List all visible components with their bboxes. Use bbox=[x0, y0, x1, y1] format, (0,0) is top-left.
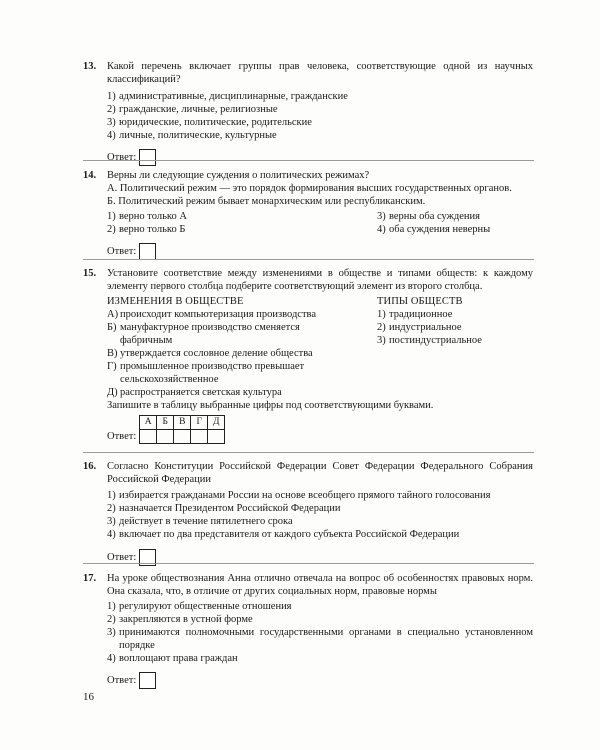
answer-row bbox=[107, 672, 533, 689]
question-number: 16. bbox=[83, 461, 97, 472]
answer-cell[interactable] bbox=[208, 430, 225, 444]
question-13 bbox=[83, 60, 533, 166]
question-text: На уроке обществознания Анна отлично отвечала на вопрос об особенностях правовых норм. Она сказала, что, в отличие от других социальных норм, правовые нормы bbox=[107, 573, 533, 597]
answer-row bbox=[107, 149, 533, 166]
answer-cell[interactable] bbox=[191, 430, 208, 444]
answer-label: Ответ: bbox=[107, 431, 137, 442]
question-15 bbox=[83, 267, 533, 444]
right-item: 3) постиндустриальное bbox=[377, 335, 482, 346]
answer-box[interactable] bbox=[139, 243, 156, 260]
instruction-text: Запишите в таблицу выбранные цифры под соответствующими буквами. bbox=[107, 400, 434, 411]
options-list bbox=[107, 489, 533, 541]
page-number: 16 bbox=[83, 691, 94, 703]
answer-label: Ответ: bbox=[107, 675, 137, 686]
answer-table-letters bbox=[140, 416, 225, 430]
option-item[interactable]: 1) административные, дисциплинарные, гражданские bbox=[107, 91, 348, 102]
option-item[interactable]: 2) назначается Президентом Российской Федерации bbox=[107, 503, 341, 514]
divider bbox=[83, 160, 534, 161]
divider bbox=[83, 452, 534, 453]
table-letter: А bbox=[140, 416, 157, 430]
question-text: Согласно Конституции Российской Федерации Совет Федерации Федерального Собрания Российской Федерации bbox=[107, 461, 533, 485]
option-item[interactable]: 4) оба суждения неверны bbox=[377, 224, 491, 235]
left-column-header: ИЗМЕНЕНИЯ В ОБЩЕСТВЕ bbox=[107, 296, 244, 307]
statement-a: А. Политический режим — это порядок формирования высших государственных органов. bbox=[107, 183, 512, 194]
answer-table bbox=[139, 415, 225, 444]
answer-cell[interactable] bbox=[140, 430, 157, 444]
option-item[interactable]: 4) включает по два представителя от каждого субъекта Российской Федерации bbox=[107, 529, 460, 540]
question-number: 15. bbox=[83, 268, 97, 279]
question-text: Верны ли следующие суждения о политических режимах? bbox=[107, 170, 370, 181]
left-item: Г) промышленное производство превышает сельскохозяйственное bbox=[107, 361, 305, 385]
options-list bbox=[107, 90, 533, 142]
option-item[interactable]: 3) принимаются полномочными государственными органами в специально установленном порядке bbox=[107, 627, 533, 651]
options-list bbox=[107, 600, 533, 665]
option-item[interactable]: 1) регулируют общественные отношения bbox=[107, 601, 292, 612]
divider bbox=[83, 563, 534, 564]
answer-cell[interactable] bbox=[174, 430, 191, 444]
question-number: 14. bbox=[83, 170, 97, 181]
option-item[interactable]: 2) закрепляются в устной форме bbox=[107, 614, 253, 625]
table-letter: Б bbox=[157, 416, 174, 430]
answer-cell[interactable] bbox=[157, 430, 174, 444]
right-item: 1) традиционное bbox=[377, 309, 453, 320]
answer-label: Ответ: bbox=[107, 152, 137, 163]
table-letter: Д bbox=[208, 416, 225, 430]
answer-row bbox=[107, 243, 533, 260]
divider bbox=[83, 259, 534, 260]
left-item: Д) распространяется светская культура bbox=[107, 387, 282, 398]
answer-table-inputs bbox=[140, 430, 225, 444]
right-column-header: ТИПЫ ОБЩЕСТВ bbox=[377, 296, 463, 307]
left-column bbox=[107, 295, 377, 399]
options-grid bbox=[107, 210, 533, 236]
left-item: В) утверждается сословное деление общества bbox=[107, 348, 313, 359]
question-text: Установите соответствие между изменениями в обществе и типами обществ: к каждому элементу первого столбца подберите соответствующий элемент из второго столбца. bbox=[107, 268, 533, 292]
option-item[interactable]: 2) гражданские, личные, религиозные bbox=[107, 104, 278, 115]
option-item[interactable]: 3) юридические, политические, родительские bbox=[107, 117, 312, 128]
statement-b: Б. Политический режим бывает монархическим или республиканским. bbox=[107, 196, 426, 207]
answer-label: Ответ: bbox=[107, 246, 137, 257]
matching-columns bbox=[107, 295, 533, 399]
option-item[interactable]: 1) верно только А bbox=[107, 211, 187, 222]
left-item: А) происходит компьютеризация производства bbox=[107, 309, 317, 320]
answer-box[interactable] bbox=[139, 672, 156, 689]
option-item[interactable]: 4) воплощают права граждан bbox=[107, 653, 238, 664]
left-item: Б) мануфактурное производство сменяется фабричным bbox=[107, 322, 300, 346]
question-number: 17. bbox=[83, 573, 97, 584]
option-item[interactable]: 1) избирается гражданами России на основе всеобщего прямого тайного голосования bbox=[107, 490, 491, 501]
question-16 bbox=[83, 460, 533, 566]
question-17 bbox=[83, 572, 533, 689]
answer-box[interactable] bbox=[139, 149, 156, 166]
right-item: 2) индустриальное bbox=[377, 322, 462, 333]
option-item[interactable]: 4) личные, политические, культурные bbox=[107, 130, 277, 141]
option-item[interactable]: 3) верны оба суждения bbox=[377, 211, 480, 222]
option-item[interactable]: 3) действует в течение пятилетнего срока bbox=[107, 516, 293, 527]
table-letter: Г bbox=[191, 416, 208, 430]
right-column bbox=[377, 295, 537, 399]
answer-label: Ответ: bbox=[107, 552, 137, 563]
answer-row bbox=[107, 415, 533, 444]
question-number: 13. bbox=[83, 61, 97, 72]
question-14 bbox=[83, 169, 533, 260]
option-item[interactable]: 2) верно только Б bbox=[107, 224, 186, 235]
table-letter: В bbox=[174, 416, 191, 430]
question-text: Какой перечень включает группы прав человека, соответствующие одной из научных классификаций? bbox=[107, 61, 533, 85]
